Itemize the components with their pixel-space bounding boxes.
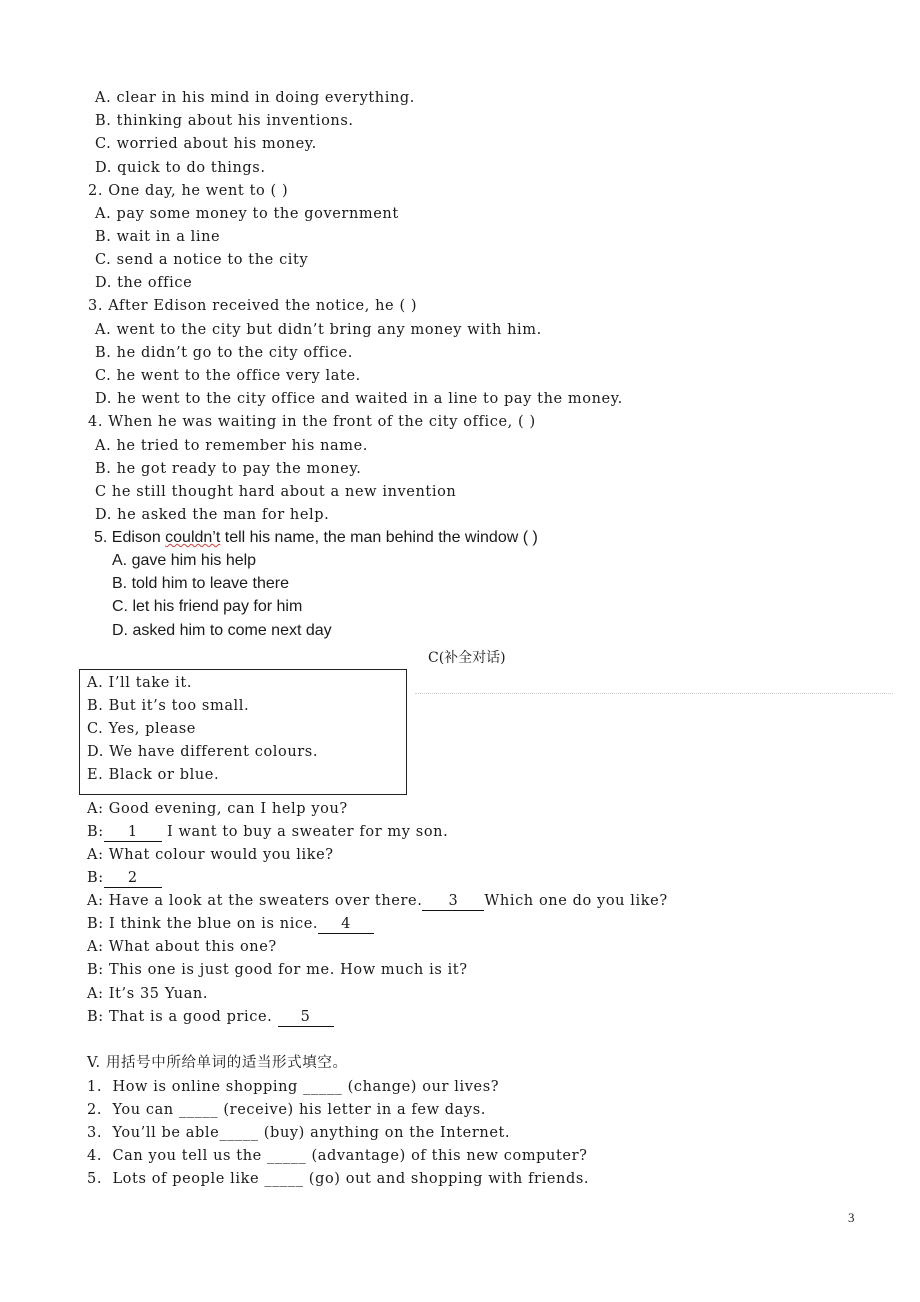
q1-option-d: D. quick to do things. [95, 160, 266, 176]
section-v-title: V. 用括号中所给单词的适当形式填空。 [87, 1055, 348, 1071]
q5-option-a: A. gave him his help [112, 552, 257, 569]
section-v-item-2: 2. You can _____ (receive) his letter in a few days. [87, 1102, 486, 1118]
q3-option-c: C. he went to the office very late. [95, 368, 361, 384]
q5-flagged-word: couldn’t [165, 529, 221, 546]
blank-2[interactable]: 2 [104, 869, 162, 888]
q2-option-c: C. send a notice to the city [95, 252, 309, 268]
dotted-rule [415, 693, 893, 694]
q5-option-d: D. asked him to come next day [112, 622, 332, 639]
q4-option-d: D. he asked the man for help. [95, 507, 330, 523]
page-number: 3 [848, 1210, 855, 1225]
q2-stem: 2. One day, he went to ( ) [88, 183, 289, 199]
dialogue-line-9: A: It’s 35 Yuan. [87, 986, 209, 1002]
box-option-a: A. I’ll take it. [87, 675, 193, 691]
q2-option-d: D. the office [95, 275, 193, 291]
q2-option-b: B. wait in a line [95, 229, 221, 245]
q3-option-a: A. went to the city but didn’t bring any money with him. [95, 322, 542, 338]
q4-option-b: B. he got ready to pay the money. [95, 461, 362, 477]
q5-stem: 5. Edison couldn’t tell his name, the man behind the window ( ) [94, 529, 538, 546]
dialogue-line-5: A: Have a look at the sweaters over there. 3 Which one do you like? [87, 893, 668, 909]
q3-option-b: B. he didn’t go to the city office. [95, 345, 353, 361]
section-v-item-4: 4. Can you tell us the _____ (advantage) of this new computer? [87, 1148, 588, 1164]
q1-option-a: A. clear in his mind in doing everything. [95, 90, 416, 106]
q5-option-c: C. let his friend pay for him [112, 598, 303, 615]
q3-option-d: D. he went to the city office and waited in a line to pay the money. [95, 391, 623, 407]
dialogue-line-3: A: What colour would you like? [87, 847, 334, 863]
box-option-b: B. But it’s too small. [87, 698, 250, 714]
blank-1[interactable]: 1 [104, 823, 162, 842]
section-v-item-5: 5. Lots of people like _____ (go) out and shopping with friends. [87, 1171, 590, 1187]
q4-stem: 4. When he was waiting in the front of the city office, ( ) [88, 414, 536, 430]
dialogue-line-2: B: 1 I want to buy a sweater for my son. [87, 824, 449, 840]
section-c-title: C(补全对话) [428, 650, 506, 666]
blank-3[interactable]: 3 [422, 892, 484, 911]
box-option-c: C. Yes, please [87, 721, 196, 737]
q5-option-b: B. told him to leave there [112, 575, 289, 592]
box-option-d: D. We have different colours. [87, 744, 319, 760]
blank-4[interactable]: 4 [318, 915, 374, 934]
blank-5[interactable]: 5 [278, 1008, 334, 1027]
q2-option-a: A. pay some money to the government [95, 206, 399, 222]
dialogue-line-8: B: This one is just good for me. How much is it? [87, 962, 468, 978]
box-option-e: E. Black or blue. [87, 767, 220, 783]
q1-option-b: B. thinking about his inventions. [95, 113, 354, 129]
q4-option-c: C he still thought hard about a new invention [95, 484, 457, 500]
q4-option-a: A. he tried to remember his name. [95, 438, 368, 454]
section-v-item-1: 1. How is online shopping _____ (change) our lives? [87, 1079, 500, 1095]
section-v-item-3: 3. You’ll be able_____ (buy) anything on the Internet. [87, 1125, 511, 1141]
dialogue-line-4: B: 2 [87, 869, 162, 888]
dialogue-line-7: A: What about this one? [87, 939, 277, 955]
dialogue-line-1: A: Good evening, can I help you? [87, 801, 348, 817]
q3-stem: 3. After Edison received the notice, he ( ) [88, 298, 418, 314]
dialogue-line-6: B: I think the blue on is nice. 4 [87, 915, 374, 934]
dialogue-line-10: B: That is a good price. 5 [87, 1008, 334, 1027]
q1-option-c: C. worried about his money. [95, 136, 317, 152]
